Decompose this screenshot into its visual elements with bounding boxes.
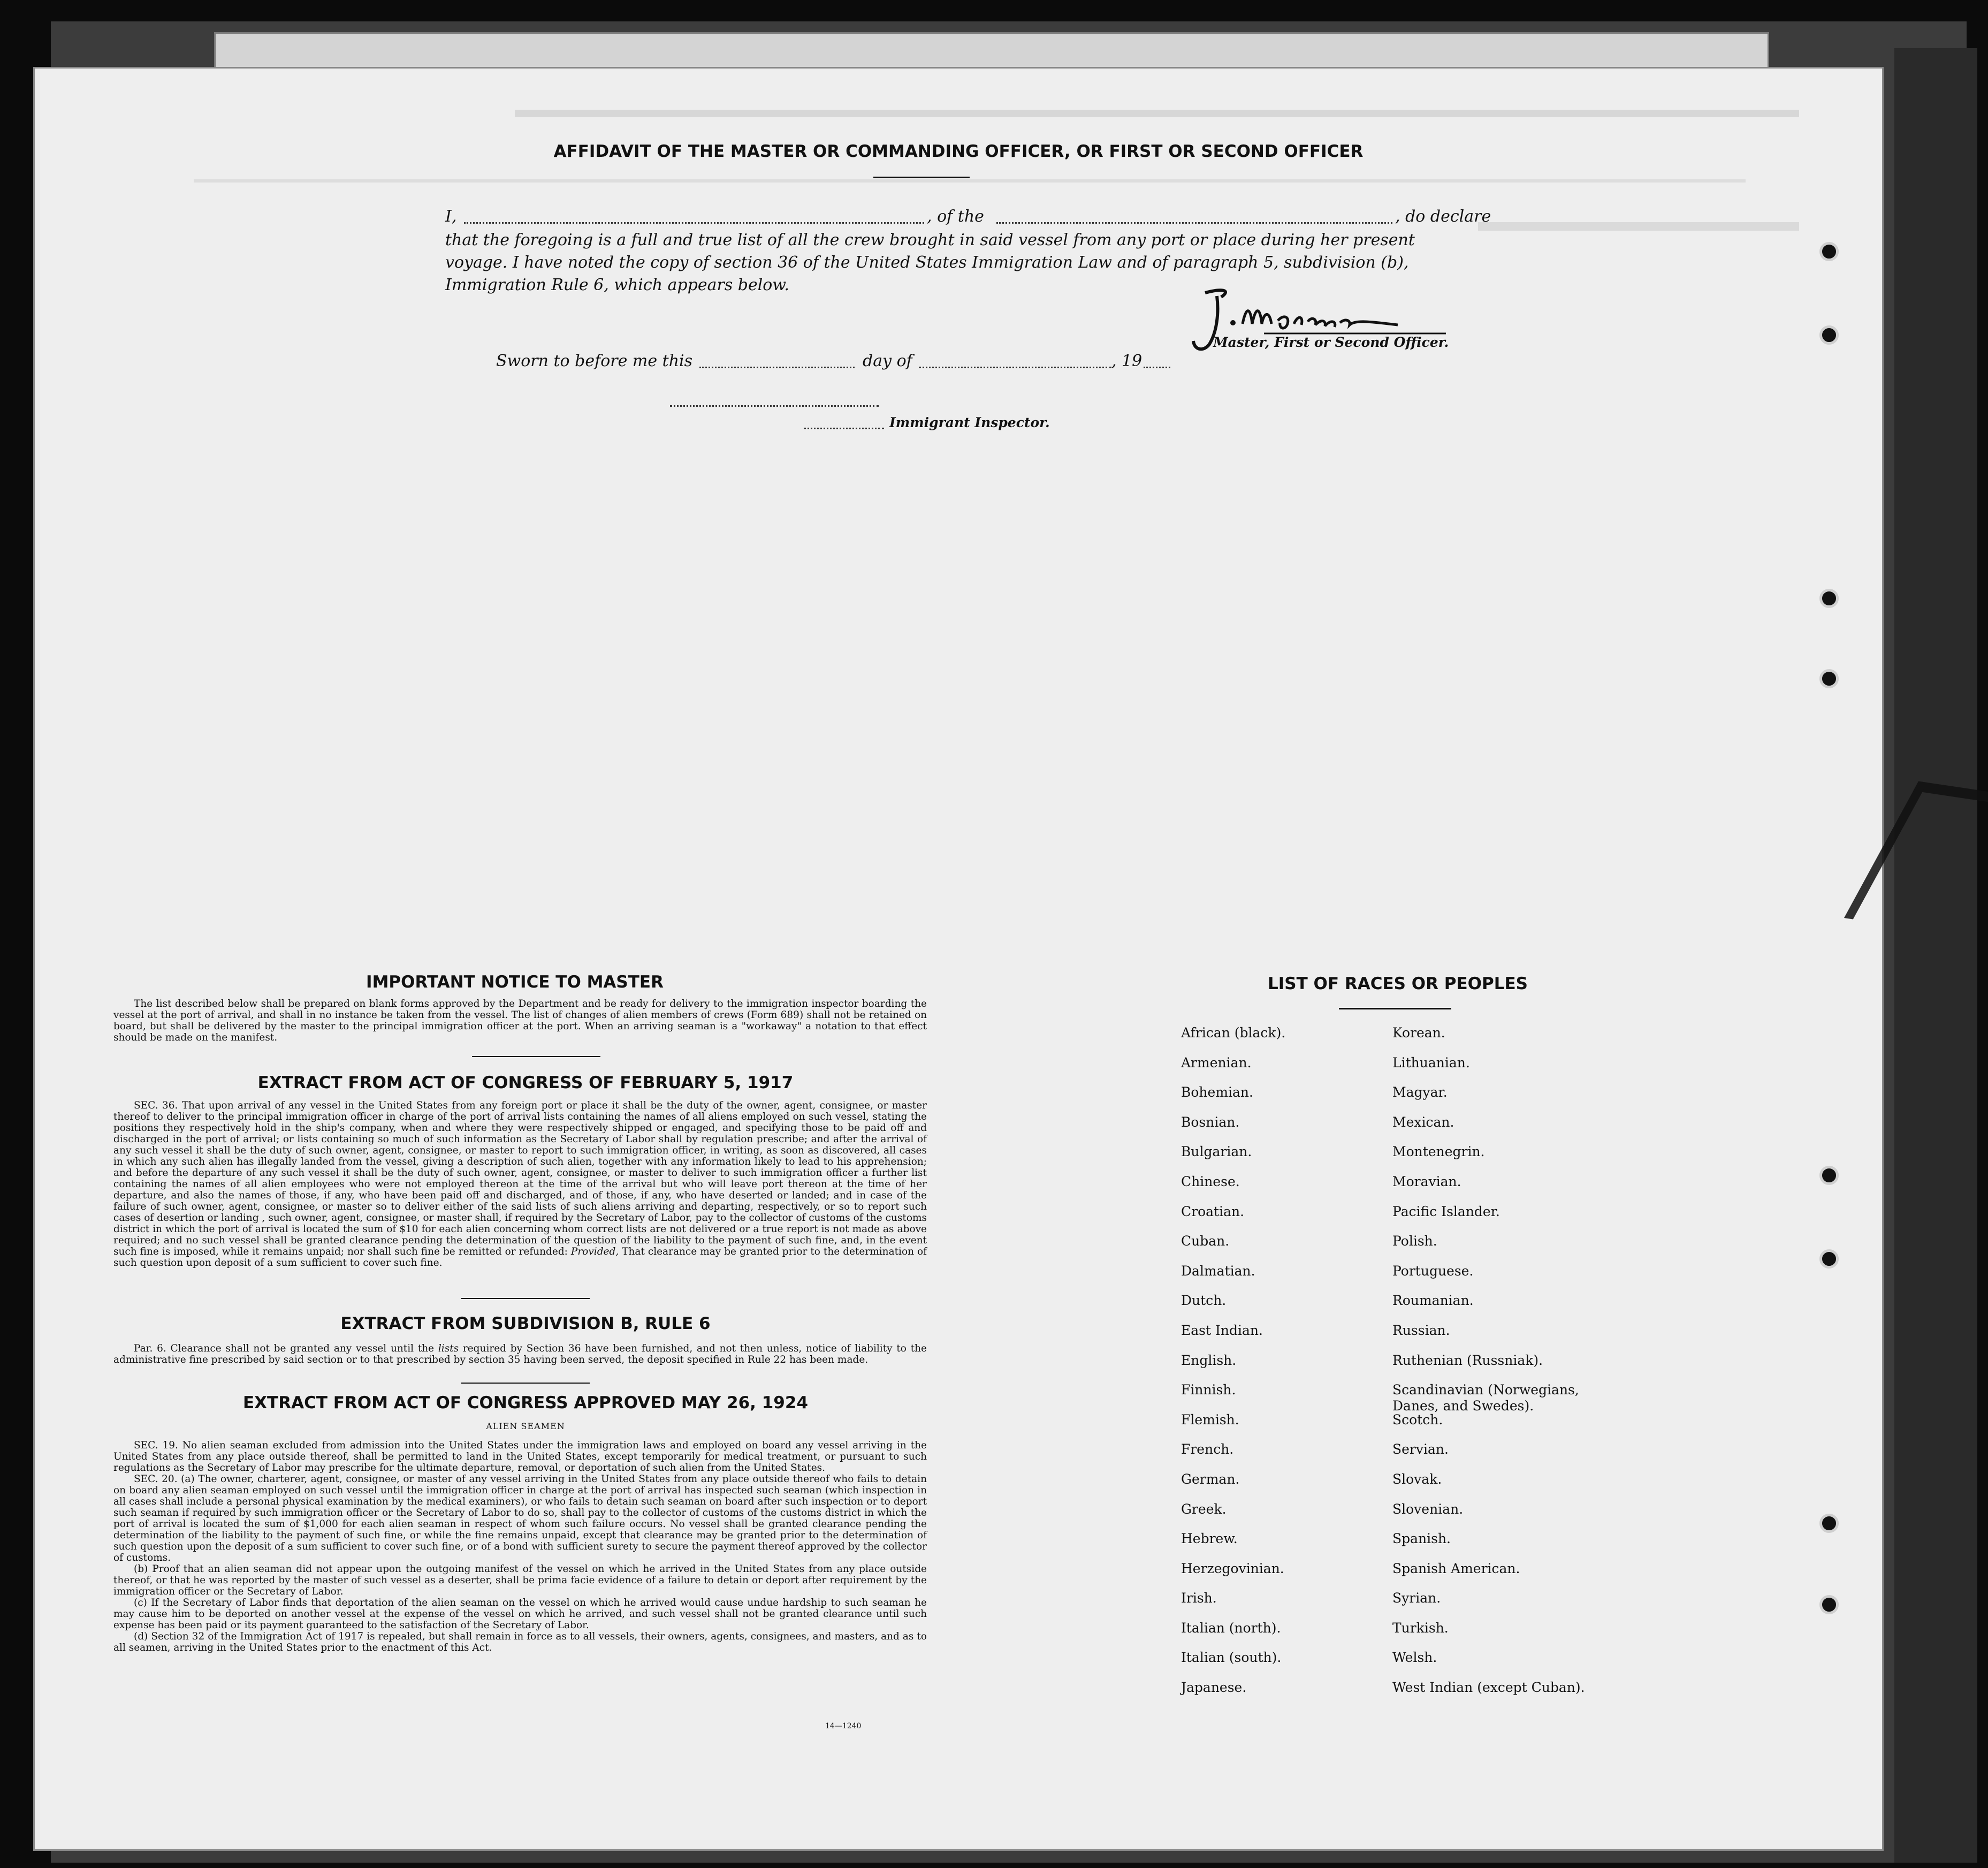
race-item: Polish. [1392,1233,1437,1249]
race-item: Italian (north). [1181,1620,1281,1636]
race-item: Servian. [1392,1441,1449,1457]
race-item: Bohemian. [1181,1084,1253,1100]
races-title: LIST OF RACES OR PEOPLES [1267,974,1528,993]
races-title-rule [1339,1008,1451,1009]
divider [461,1298,590,1299]
section-36-paragraph [113,1100,927,1269]
bleed-through-block [1478,222,1799,252]
race-item: Magyar. [1392,1084,1448,1100]
section-20b-paragraph: (b) Proof that an alien seaman did not appear upon the outgoing manifest of the vessel on which he arrived in the United States from any place outside thereof, or that he was reported by the master of such vessel as a deserter, shall be prima facie evidence of a failure to detain or deport after requirement by the immigration officer or the Secretary of Labor. [113,1563,927,1597]
race-item: Dutch. [1181,1293,1227,1309]
race-item: Slovenian. [1392,1501,1464,1517]
bleed-through-header [515,110,1799,139]
extract-1924-text [113,1440,927,1653]
year-label: , 19 [1111,352,1142,370]
race-item: Croatian. [1181,1203,1245,1219]
day-of-label: day of [863,352,912,370]
rule-6-paragraph [113,1343,927,1365]
affidavit-title: AFFIDAVIT OF THE MASTER OR COMMANDING OFFICER, OR FIRST OR SECOND OFFICER [553,142,1364,161]
binder-hole [1819,325,1839,345]
alien-seamen-subtitle: ALIEN SEAMEN [486,1421,565,1431]
race-item: East Indian. [1181,1322,1263,1338]
section-20d-paragraph: (d) Section 32 of the Immigration Act of 1917 is repealed, but shall remain in force as to all vessels, their owners, agents, consignees, and masters, and as to all seamen, arriving in the United States prior to the enactment of this Act. [113,1631,927,1653]
race-item: Slovak. [1392,1471,1442,1487]
rule-6-text-a: Par. 6. Clearance shall not be granted any vessel until the [134,1343,438,1354]
race-item: Scandinavian (Norwegians, Danes, and Swedes). [1392,1382,1579,1414]
race-item: Flemish. [1181,1411,1239,1427]
race-item: Bulgarian. [1181,1144,1252,1160]
rule-6-text-b: required by Section 36 have been furnished, and not then unless, notice of liability to the administrative fine prescribed by said section or to that prescribed by section 35 having been served, the deposit specified in Rule 22 has been made. [113,1343,927,1365]
race-item: French. [1181,1441,1234,1457]
signature-caption: Master, First or Second Officer. [1213,335,1449,350]
race-item: Welsh. [1392,1650,1437,1666]
binder-hole [1819,589,1839,608]
inspector-signature-field-2[interactable] [804,428,884,429]
section-20c-paragraph: (c) If the Secretary of Labor finds that deportation of the alien seaman on the vessel on which he arrived would cause undue hardship to such seaman he may cause him to be deported on another vessel at the expense of the vessel on which he arrived, and such vessel shall not be granted clearance until such expense has been paid or its payment guaranteed to the satisfaction of the Secretary of Labor. [113,1597,927,1631]
inspector-label: Immigrant Inspector. [889,415,1050,430]
race-item: Syrian. [1392,1590,1441,1606]
title-rule [873,177,970,178]
inspector-signature-field[interactable] [670,405,879,407]
race-item: Irish. [1181,1590,1217,1606]
extract-1917-title: EXTRACT FROM ACT OF CONGRESS OF FEBRUARY 5, 1917 [257,1073,794,1092]
section-36-end: That clearance may be granted prior to the determination of such question upon deposit of a sum sufficient to cover such fine. [113,1246,927,1269]
race-item: Dalmatian. [1181,1263,1255,1279]
binder-hole [1819,1249,1839,1269]
race-item: Moravian. [1392,1173,1461,1189]
extract-1917-text [113,1100,927,1269]
binder-hole [1819,669,1839,688]
race-item: Spanish American. [1392,1560,1520,1576]
race-item: Herzegovinian. [1181,1560,1284,1576]
race-item: German. [1181,1471,1240,1487]
affidavit-line-2: that the foregoing is a full and true list of all the crew brought in said vessel from any port or place during her present [445,231,1415,249]
race-item: Finnish. [1181,1382,1236,1398]
race-item: Scotch. [1392,1411,1443,1427]
races-column-1 [1181,1025,1285,1710]
sworn-month-field[interactable] [919,367,1111,368]
document-page [33,67,1884,1851]
affidavit-line-4: Immigration Rule 6, which appears below. [445,276,790,294]
race-item: Bosnian. [1181,1114,1240,1130]
section-19-paragraph: SEC. 19. No alien seaman excluded from admission into the United States under the immigration laws and employed on board any vessel arriving in the United States from any place outside thereof, shall be permitted to land in the United States, except temporarily for medical treatment, or pursuant to such regulations as the Secretary of Labor may prescribe for the ultimate departure, removal, or deportation of such alien from the United States. [113,1440,927,1474]
race-item: Pacific Islander. [1392,1203,1500,1219]
notice-text [113,998,927,1043]
affidavit-i-label: I, [445,207,457,226]
vessel-field[interactable] [996,222,1392,224]
sworn-year-field[interactable] [1144,367,1170,368]
affidavit-of-the: , of the [927,207,984,226]
race-item: Armenian. [1181,1054,1252,1070]
affidavit-do-declare: , do declare [1395,207,1491,226]
divider [461,1383,590,1384]
name-field[interactable] [464,222,924,224]
sworn-day-field[interactable] [699,367,855,368]
race-item: Turkish. [1392,1620,1449,1636]
race-item: Japanese. [1181,1680,1247,1696]
section-20a-paragraph: SEC. 20. (a) The owner, charterer, agent, consignee, or master of any vessel arriving in the United States from any place outside thereof who fails to detain on board any alien seaman employed on such vessel until the immigration officer in charge at the port of arrival has inspected such seaman (which inspection in all cases shall include a personal physical examination by the medical examiners), or who fails to detain such seaman on board after such inspection or to deport such seaman if required by such immigration officer or the Secretary of Labor to do so, shall pay to the collector of customs of the customs district in which the port of arrival is located the sum of $1,000 for each alien seaman in respect of whom such failure occurs. No vessel shall be granted clearance pending the determination of the liability to the payment of such fine, or while the fine remains unpaid, except that clearance may be granted prior to the determination of such question upon the deposit of a sum sufficient to cover such fine, or of a bond with sufficient surety to secure the payment thereof approved by the collector of customs. [113,1474,927,1563]
notice-paragraph: The list described below shall be prepared on blank forms approved by the Department and be ready for delivery to the immigration inspector boarding the vessel at the port of arrival, and shall in no instance be taken from the vessel. The list of changes of alien members of crews (Form 689) shall not be retained on board, but shall be delivered by the master to the principal immigration officer at the port. When an arriving seaman is a "workaway" a notation to that effect should be made on the manifest. [113,998,927,1043]
bleed-through-line [194,179,1746,183]
rule-6-text [113,1343,927,1365]
race-item: Roumanian. [1392,1293,1474,1309]
notice-title: IMPORTANT NOTICE TO MASTER [366,973,664,992]
race-item: African (black). [1181,1025,1286,1041]
race-item: Portuguese. [1392,1263,1474,1279]
race-item: Ruthenian (Russniak). [1392,1352,1543,1368]
race-item: Chinese. [1181,1173,1240,1189]
background-sheet-right [1894,48,1977,1863]
race-item: Hebrew. [1181,1531,1238,1547]
extract-1924-title: EXTRACT FROM ACT OF CONGRESS APPROVED MAY 26, 1924 [242,1393,809,1413]
binder-hole [1819,1166,1839,1185]
lists-word: lists [438,1343,459,1354]
race-item: Spanish. [1392,1531,1451,1547]
races-column-2 [1392,1025,1585,1710]
sworn-label: Sworn to before me this [496,352,693,370]
race-item: Montenegrin. [1392,1144,1485,1160]
race-item: Greek. [1181,1501,1227,1517]
binder-hole [1819,1595,1839,1614]
divider [472,1056,600,1057]
race-item: Cuban. [1181,1233,1230,1249]
proviso-word: Provided, [570,1246,619,1257]
race-item: Russian. [1392,1322,1450,1338]
race-item: Korean. [1392,1025,1445,1041]
race-item: West Indian (except Cuban). [1392,1680,1585,1696]
binder-hole [1819,242,1839,261]
affidavit-line-3: voyage. I have noted the copy of section 36 of the United States Immigration Law and of paragraph 5, subdivision (b), [445,253,1409,272]
binder-hole [1819,1514,1839,1533]
race-item: English. [1181,1352,1237,1368]
race-item: Lithuanian. [1392,1054,1470,1070]
race-item: Mexican. [1392,1114,1454,1130]
section-36-text: SEC. 36. That upon arrival of any vessel in the United States from any foreign port or place it shall be the duty of the owner, agent, consignee, or master thereof to deliver to the principal immigration officer in charge of the port of arrival lists containing the names of all aliens employed on such vessel, stating the positions they respectively hold in the ship's company, when and where they were respectively shipped or engaged, and specifying those to be paid off and discharged in the port of arrival; or lists containing so much of such information as the Secretary of Labor shall by regulation prescribe; and after the arrival of any such vessel it shall be the duty of such owner, agent, consignee, or master to report to such immigration officer, in writing, as soon as discovered, all cases in which any such alien has illegally landed from the vessel, giving a description of such alien, together with any information likely to lead to his apprehension; and before the departure of any such vessel it shall be the duty of such owner, agent, consignee, or master to deliver to such immigration officer a further list containing the names of all alien employees who were not employed thereon at the time of the arrival but who will leave port thereon at the time of her departure, and also the names of those, if any, who have been paid off and discharged, and of those, if any, who have deserted or landed; and in case of the failure of such owner, agent, consignee, or master so to deliver either of the said lists of such aliens arriving and departing, respectively, or so to report such cases of desertion or landing , such owner, agent, consignee, or master shall, if required by the Secretary of Labor, pay to the collector of customs of the customs district in which the port of arrival is located the sum of $10 for each alien concerning whom correct lists are not delivered or a true report is not made as above required; and no such vessel shall be granted clearance pending the determination of the question of the liability to the payment of such fine, and, in the event such fine is imposed, while it remains unpaid; nor shall such fine be remitted or refunded: [113,1100,927,1257]
rule-6-title: EXTRACT FROM SUBDIVISION B, RULE 6 [340,1314,711,1333]
form-number: 14—1240 [825,1722,862,1730]
race-item: Italian (south). [1181,1650,1282,1666]
